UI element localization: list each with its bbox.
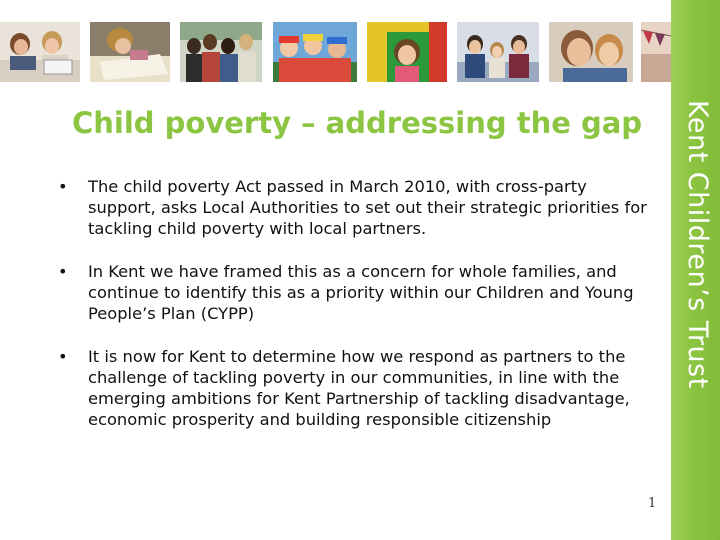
- bullet-item: [58, 261, 658, 324]
- children-hats-photo: [273, 22, 357, 82]
- students-laptop-photo: [0, 22, 80, 82]
- bullet-item: [58, 176, 658, 239]
- bullet-marker: •: [58, 347, 68, 366]
- brand-side-band: [671, 0, 720, 540]
- bullet-text: The child poverty Act passed in March 2010, with cross-party support, asks Local Authorities to set out their strategic priorities for tackling child poverty with local partners.: [88, 177, 647, 238]
- bullet-item: [58, 346, 658, 430]
- bullet-text: In Kent we have framed this as a concern for whole families, and continue to identify this as a priority within our Children and Young People’s Plan (CYPP): [88, 262, 634, 323]
- family-sofa-photo: [457, 22, 539, 82]
- bullet-marker: •: [58, 262, 68, 281]
- bunting-photo: [641, 22, 671, 82]
- child-writing-photo: [90, 22, 170, 82]
- bullet-marker: •: [58, 177, 68, 196]
- bullet-text: It is now for Kent to determine how we respond as partners to the challenge of tackling poverty in our communities, in line with the emerging ambitions for Kent Partnership of tackling disadvantage, economic prosperity and building responsible citizenship: [88, 347, 630, 429]
- bullet-list: [58, 176, 658, 452]
- child-playground-photo: [367, 22, 447, 82]
- brand-logo-text: Kent Children’s Trust: [682, 100, 713, 389]
- header-photo-strip: [0, 0, 670, 90]
- slide-title: Child poverty – addressing the gap: [72, 106, 643, 140]
- father-son-photo: [549, 22, 633, 82]
- teenagers-group-photo: [180, 22, 262, 82]
- slide-page-number: 1: [648, 496, 657, 511]
